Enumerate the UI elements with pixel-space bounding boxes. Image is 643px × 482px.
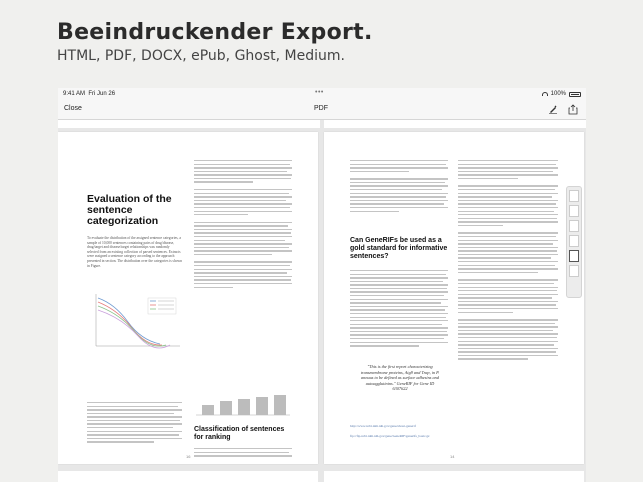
right-page-col2 <box>458 160 558 362</box>
pdf-page-left <box>58 132 318 464</box>
battery-icon <box>569 92 581 97</box>
page-thumbnail-scrubber[interactable] <box>566 186 582 298</box>
page-number: 16 <box>186 454 191 459</box>
section-heading-right: Can GeneRIFs be used as a gold standard for informative sentences? <box>350 237 448 261</box>
line-chart-figure <box>90 292 182 352</box>
battery-percent: 100% <box>550 91 566 97</box>
status-bar <box>58 88 586 100</box>
page-thumbnail[interactable] <box>569 235 579 247</box>
page-thumbnail[interactable] <box>569 205 579 217</box>
next-page-right-edge <box>324 471 584 482</box>
bar-chart-figure <box>194 375 292 419</box>
section-heading: Evaluation of the sentence categorization <box>87 193 172 227</box>
generif-quote: "This is the first report characterizing transmembrane proteins, Atg9 and Trap, in P. annuus to be defined as surface adhesins and autoagglutinins." GeneRIF for Gene ID 6307622 <box>360 364 440 392</box>
figure-caption: Classification of sentences for ranking <box>194 426 285 441</box>
wifi-icon <box>542 92 548 96</box>
right-column-text-bottom <box>194 448 292 459</box>
previous-page-left-edge <box>58 120 320 128</box>
previous-page-right-edge <box>324 120 586 128</box>
page-number: 14 <box>450 454 455 459</box>
page-thumbnail[interactable] <box>569 190 579 202</box>
ipad-screen <box>58 88 586 482</box>
pdf-page-right <box>324 132 584 464</box>
status-time: 9:41 AM Fri Jun 26 <box>63 91 116 97</box>
intro-paragraph: To evaluate the distribution of the assigned sentence categories, a sample of 10,000 sentences containing pairs of drug/disease, drug/target and disease/target relationships was randomly selected from an existing collection of parsed sentences. Extracts were assigned a sentence category according to the approach presented in section. The distribution over the categories is shown in Figure. <box>87 236 182 268</box>
hero-title: Beeindruckender Export. <box>57 20 373 45</box>
share-icon[interactable] <box>568 104 578 115</box>
close-button[interactable]: Close <box>64 105 82 112</box>
page-thumbnail[interactable] <box>569 220 579 232</box>
footnote-link-2[interactable]: ftp://ftp.ncbi.nlm.nih.gov/gene/GeneRIF/generifs_basic.gz <box>350 434 430 438</box>
footnote-link-1[interactable]: http://www.ncbi.nlm.nih.gov/gene/about-generif <box>350 424 416 428</box>
left-column-text-bottom <box>87 402 182 445</box>
nav-title: PDF <box>314 105 328 112</box>
page-thumbnail[interactable] <box>569 265 579 277</box>
markup-pen-icon[interactable] <box>548 104 558 114</box>
right-column-text-top <box>194 160 292 290</box>
right-page-col1-top <box>350 160 448 214</box>
pdf-toolbar <box>58 100 586 120</box>
right-page-col1-middle <box>350 270 448 349</box>
next-page-left-edge <box>58 471 318 482</box>
hero-subtitle: HTML, PDF, DOCX, ePub, Ghost, Medium. <box>57 48 345 64</box>
multitasking-dots-icon[interactable]: ••• <box>315 89 324 96</box>
page-thumbnail-current[interactable] <box>569 250 579 262</box>
